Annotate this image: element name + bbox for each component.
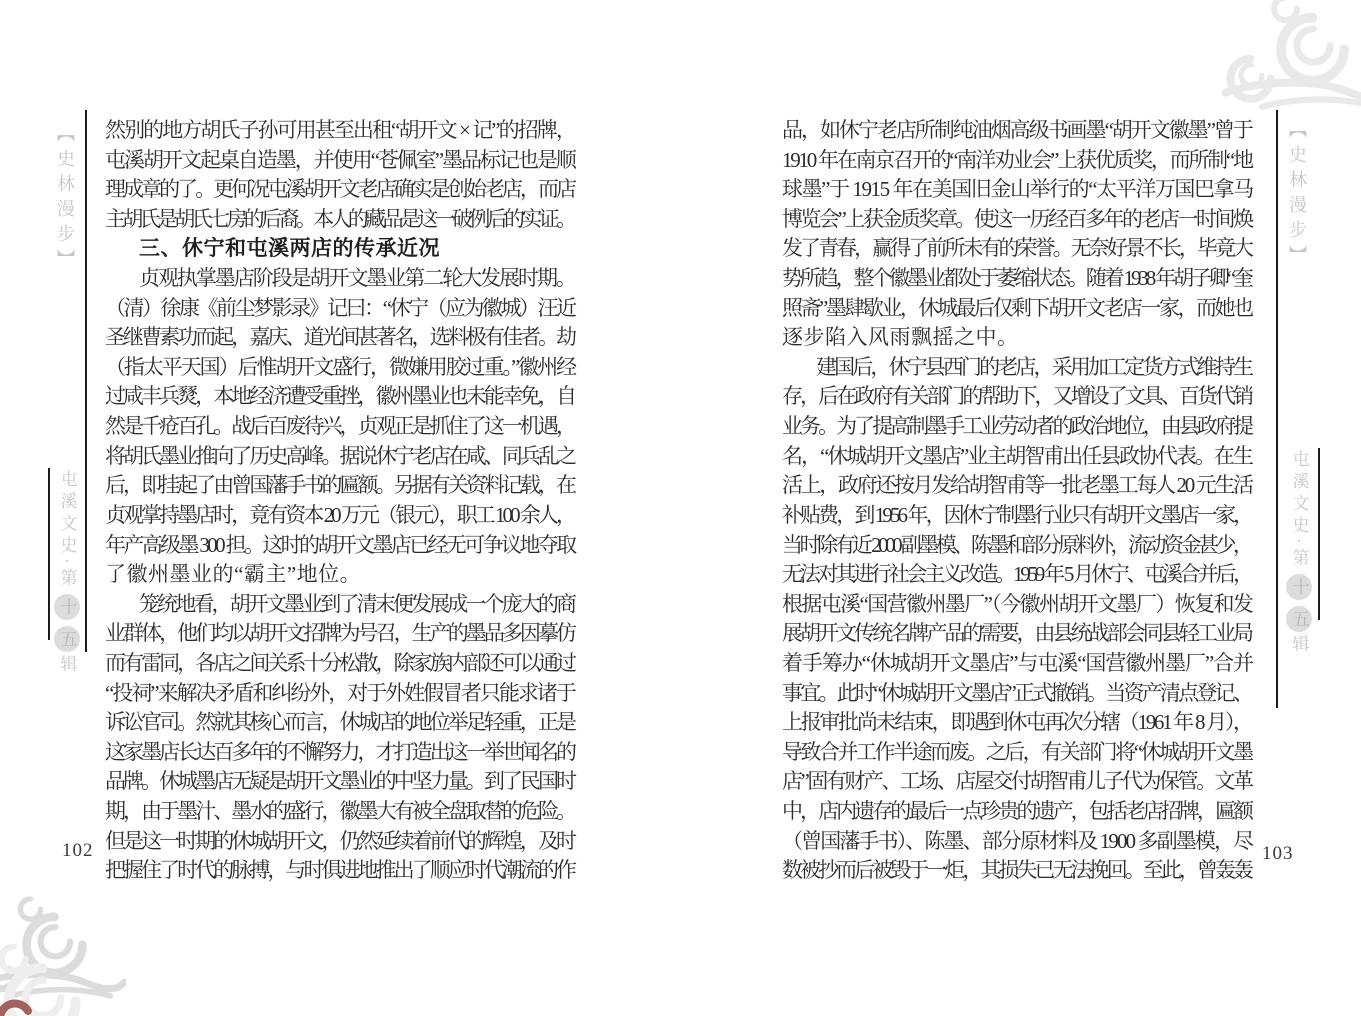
volume-circled-char: 五 [1286, 606, 1312, 632]
text-line-content: 诉讼官司。然就其核心而言，休城店的地位举足轻重，正是 [105, 710, 575, 735]
text-line-content: 而有雷同，各店之间关系十分松散，除家族内部还可以通过 [105, 650, 575, 675]
page-number-right: 103 [1262, 843, 1294, 864]
text-line-content: 展胡开文传统名牌产品的需要，由县统战部会同县轻工业局 [782, 621, 1252, 646]
text-line [782, 856, 1254, 886]
text-line [105, 412, 577, 442]
text-line-content: 屯溪胡开文起桌自造墨，并使用“苍佩室”墨品标记也是顺 [105, 147, 575, 172]
text-line [782, 205, 1254, 235]
series-label-right: 【史林漫步】 [1287, 120, 1307, 270]
text-line-content: 存，后在政府有关部门的帮助下，又增设了文具、百货代销 [782, 384, 1252, 409]
text-line [782, 471, 1254, 501]
text-line-content: （曾国藩手书）、陈墨、部分原材料及 1900 多副墨模，尽 [782, 828, 1253, 853]
text-line [105, 116, 577, 146]
volume-di: 第 [57, 568, 77, 591]
volume-rule-left [48, 468, 50, 640]
text-line-content: 球墨”于 1915 年在美国旧金山举行的“太平洋万国巴拿马 [782, 177, 1253, 202]
text-line-content: 贞观掌持墨店时，竟有资本 20 万元（银元），职工 100 余人， [105, 502, 574, 527]
text-line-content: 了徽州墨业的“霸主”地位。 [105, 562, 362, 587]
volume-circled-char: 十 [1286, 574, 1312, 600]
text-line [782, 708, 1254, 738]
text-line [782, 175, 1254, 205]
text-line [105, 649, 577, 679]
volume-label-right [1286, 450, 1312, 657]
right-page-text [782, 116, 1254, 886]
text-line [782, 767, 1254, 797]
text-line-content: 店”固有财产、工场、店屋交付胡智甫儿子代为保管。文革 [782, 769, 1252, 794]
text-line [105, 856, 577, 886]
text-line [782, 146, 1254, 176]
text-line [105, 442, 577, 472]
text-line-content: 势所趋，整个徽墨业都处于萎缩状态。随着 1938 年胡子卿“奎 [782, 266, 1251, 291]
volume-separator: · [1289, 538, 1309, 549]
text-line-content: 1910 年在南京召开的“南洋劝业会”上获优质奖，而所制“地 [782, 147, 1252, 172]
text-line-content: 这家墨店长达百多年的不懈努力，才打造出这一举世闻名的 [105, 739, 575, 764]
text-line-content: 圣继曹素功而起，嘉庆、道光间甚著名，选料极有佳者。劫 [105, 325, 575, 350]
text-line [105, 767, 577, 797]
text-line [105, 175, 577, 205]
text-line-content: 无法对其进行社会主义改造。1959 年 5 月休宁、屯溪合并后， [782, 562, 1251, 587]
text-line [105, 382, 577, 412]
text-line-content: 博览会”上获金质奖章。使这一历经百多年的老店一时间焕 [782, 206, 1252, 231]
text-line-content: 贞观执掌墨店阶段是胡开文墨业第二轮大发展时期。 [139, 266, 575, 291]
text-line-content: 上报审批尚未结束，即遇到休屯再次分辖（1961 年 8 月）， [782, 710, 1252, 735]
text-line-content: 当时除有近 2000 副墨模、陈墨和部分原料外，流动资金甚少， [782, 532, 1251, 557]
text-line-content: 年产高级墨 300 担。这时的胡开文墨店已经无可争议地夺取 [105, 532, 575, 557]
auspicious-cloud-icon [0, 944, 130, 1016]
volume-circled-char: 十 [54, 594, 80, 620]
text-line [105, 264, 577, 294]
volume-di: 第 [1289, 548, 1309, 571]
text-line [782, 590, 1254, 620]
text-line-content: 根据屯溪“国营徽州墨厂”（今徽州胡开文墨厂）恢复和发 [782, 591, 1253, 616]
volume-rule-right [1318, 448, 1320, 620]
text-line-content: 期，由于墨汁、墨水的盛行，徽墨大有被全盘取替的危险。 [105, 799, 575, 824]
page-number-left: 102 [62, 840, 94, 861]
text-line-content: 笼统地看，胡开文墨业到了清末便发展成一个庞大的商 [139, 591, 575, 616]
text-line [782, 738, 1254, 768]
text-line [105, 205, 577, 235]
text-line [105, 619, 577, 649]
text-line [782, 412, 1254, 442]
text-line [105, 531, 577, 561]
text-line-content: 着手筹办“休城胡开文墨店”与屯溪“国营徽州墨厂”合并 [782, 650, 1253, 675]
text-line [782, 323, 1254, 353]
text-line [782, 827, 1254, 857]
text-line [105, 560, 577, 590]
text-line [782, 679, 1254, 709]
text-line-content: 然是千疮百孔。战后百废待兴，贞观正是抓住了这一机遇， [105, 414, 575, 439]
volume-suffix: 辑 [1289, 634, 1309, 657]
volume-prefix: 屯溪文史 [57, 470, 77, 558]
text-line [105, 471, 577, 501]
text-line-content: 数被抄而后被毁于一炬，其损失已无法挽回。至此，曾轰轰 [782, 858, 1252, 883]
text-line-content: 中，店内遗存的最后一点珍贵的遗产，包括老店招牌，匾额 [782, 799, 1252, 824]
text-line [782, 116, 1254, 146]
text-line-content: 照斋”墨肆歇业，休城最后仅剩下胡开文老店一家，而她也 [782, 295, 1252, 320]
volume-prefix: 屯溪文史 [1289, 450, 1309, 538]
text-line [105, 146, 577, 176]
text-line-content: 品牌。休城墨店无疑是胡开文墨业的中坚力量。到了民国时 [105, 769, 575, 794]
left-page-text [105, 116, 577, 886]
text-line [105, 353, 577, 383]
text-line [105, 294, 577, 324]
text-line-content: 然别的地方胡氏子孙可用甚至出租“胡开文 × 记”的招牌， [105, 118, 575, 142]
series-label-left: 【史林漫步】 [55, 124, 75, 274]
text-line [105, 590, 577, 620]
text-line-content: “投祠”来解决矛盾和纠纷外，对于外姓假冒者只能求诸于 [105, 680, 575, 705]
text-line [105, 323, 577, 353]
text-line-content: 后，即挂起了由曾国藩手书的匾额。另据有关资料记载，在 [105, 473, 575, 498]
text-line-content: 但是这一时期的休城胡开文，仍然延续着前代的辉煌，及时 [105, 828, 575, 853]
text-line [105, 827, 577, 857]
volume-circled-char: 五 [54, 626, 80, 652]
text-line-content: 补贴费，到 1956 年，因休宁制墨行业只有胡开文墨店一家， [782, 502, 1252, 527]
text-line-content: 业群体，他们均以胡开文招牌为号召，生产的墨品多因摹仿 [105, 621, 575, 646]
text-line-content: 将胡氏墨业推向了历史高峰。据说休宁老店在咸、同兵乱之 [105, 443, 575, 468]
text-line [105, 501, 577, 531]
cloud-fragment-red-icon [0, 994, 42, 1016]
text-line-content: 理成章的了。更何况屯溪胡开文老店确实是创始老店，而店 [105, 177, 575, 202]
text-line [782, 560, 1254, 590]
text-line [782, 649, 1254, 679]
text-line-content: 名，“休城胡开文墨店”业主胡智甫出任县政协代表。在生 [782, 443, 1252, 468]
text-line [782, 442, 1254, 472]
text-line-content: 发了青春，赢得了前所未有的荣誉。无奈好景不长，毕竟大 [782, 236, 1252, 261]
text-line [782, 501, 1254, 531]
text-line-content: 三、休宁和屯溪两店的传承近况 [139, 237, 440, 261]
text-line-content: 活上，政府还按月发给胡智甫等一批老墨工每人 20 元生活 [782, 473, 1252, 498]
auspicious-cloud-icon [1213, 0, 1361, 122]
text-line-content: 建国后，休宁县西门的老店，采用加工定货方式维持生 [816, 354, 1252, 379]
text-line-content: 事宜。此时“休城胡开文墨店”正式撤销。当资产清点登记、 [782, 680, 1252, 705]
text-line [105, 708, 577, 738]
text-line-content: 导致合并工作半途而废。之后，有关部门将“休城胡开文墨 [782, 739, 1252, 764]
text-line [105, 797, 577, 827]
text-line [782, 797, 1254, 827]
text-line [782, 531, 1254, 561]
text-line [782, 264, 1254, 294]
volume-suffix: 辑 [57, 654, 77, 677]
text-line-content: （指太平天国）后惟胡开文盛行，微嫌用胶过重。”徽州经 [105, 354, 575, 379]
text-line-content: 过咸丰兵燹，本地经济遭受重挫，徽州墨业也未能幸免，自 [105, 384, 575, 409]
text-line [782, 234, 1254, 264]
text-line [105, 738, 577, 768]
section-heading [105, 234, 577, 264]
margin-rule-left [85, 110, 87, 652]
text-line-content: 品，如休宁老店所制纯油烟高级书画墨“胡开文徽墨”曾于 [782, 118, 1252, 142]
text-line [105, 679, 577, 709]
text-line-content: 把握住了时代的脉搏，与时俱进地推出了顺应时代潮流的作 [105, 858, 575, 883]
text-line-content: 主胡氏是胡氏七房的后裔。本人的藏品是这一破例后的实证。 [105, 206, 574, 231]
text-line [782, 353, 1254, 383]
text-line [782, 619, 1254, 649]
text-line [782, 382, 1254, 412]
auspicious-cloud-icon [0, 892, 126, 1010]
volume-separator: · [57, 558, 77, 569]
text-line-content: 业务。为了提高制墨手工业劳动者的政治地位，由县政府提 [782, 414, 1252, 439]
text-line [782, 294, 1254, 324]
text-line-content: 逐步陷入风雨飘摇之中。 [782, 325, 1019, 350]
volume-label-left [54, 470, 80, 677]
margin-rule-right [1276, 110, 1278, 708]
text-line-content: （清）徐康《前尘梦影录》记曰：“休宁（应为徽城）汪近 [105, 295, 575, 320]
